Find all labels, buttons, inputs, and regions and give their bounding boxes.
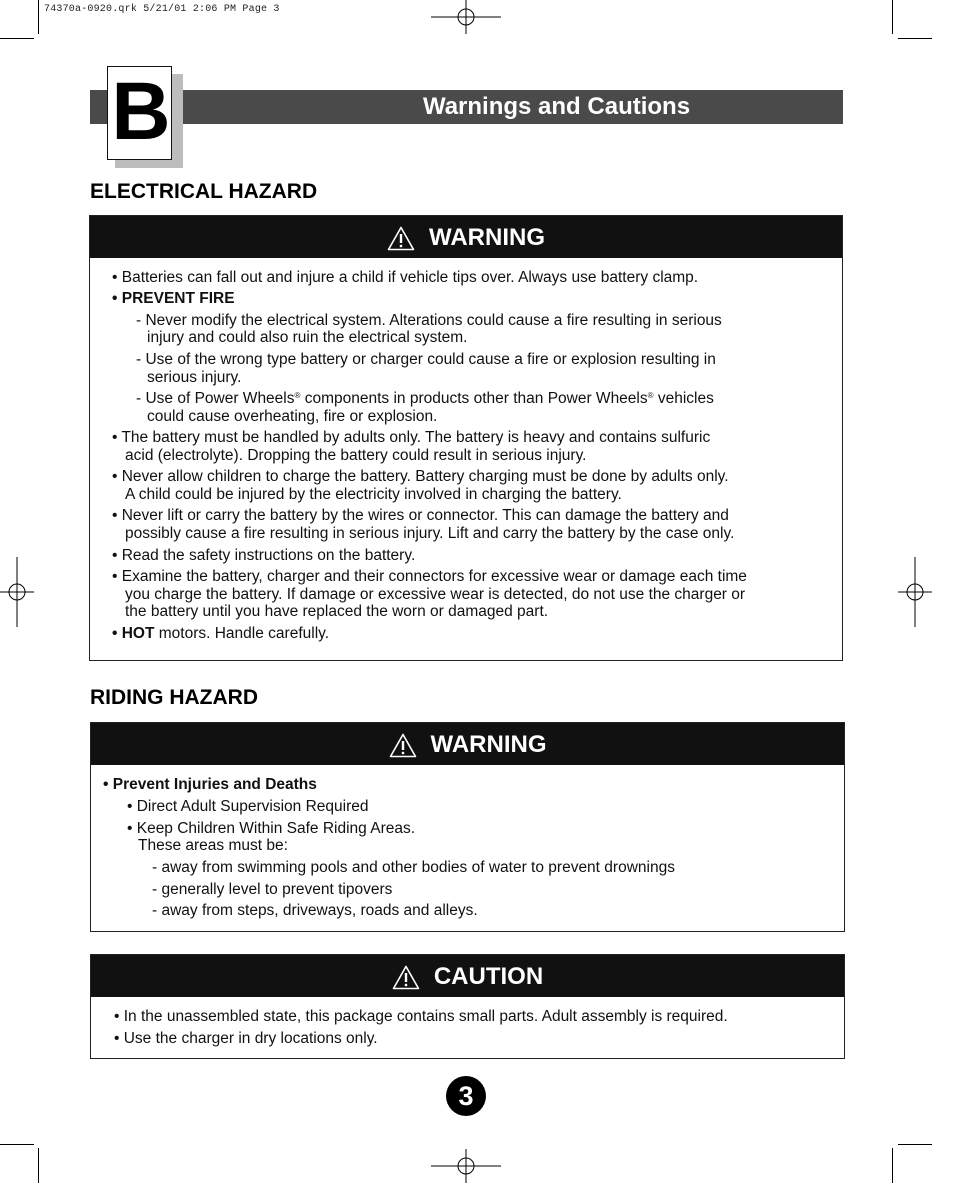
warning-line: the battery until you have replaced the worn or damaged part. (125, 603, 549, 620)
print-slug: 74370a-0920.qrk 5/21/01 2:06 PM Page 3 (44, 4, 280, 15)
warning-line: • Never allow children to charge the battery. Battery charging must be done by adults only. (112, 468, 729, 485)
warning-triangle-icon (392, 965, 420, 990)
registered-mark: ® (647, 391, 654, 400)
caution-panel (90, 954, 845, 1059)
registration-mark-icon (0, 557, 34, 627)
warning-line: • Never lift or carry the battery by the wires or connector. This can damage the battery and (112, 507, 729, 524)
caution-line: • In the unassembled state, this package contains small parts. Adult assembly is required. (114, 1008, 728, 1025)
warning-line: serious injury. (147, 369, 242, 386)
section-letter: B (111, 66, 168, 157)
caution-header (91, 955, 844, 997)
electrical-warning-header (90, 216, 842, 258)
page-number: 3 (446, 1076, 486, 1116)
section-letter-box (107, 66, 172, 160)
electrical-warning-panel (89, 215, 843, 661)
warning-line: - Use of the wrong type battery or charger could cause a fire or explosion resulting in (136, 351, 716, 368)
warning-line-part: motors. Handle carefully. (154, 625, 330, 642)
registration-mark-icon (898, 557, 932, 627)
warning-line: - Never modify the electrical system. Alterations could cause a fire resulting in serious (136, 312, 722, 329)
warning-line (136, 390, 714, 408)
riding-warning-panel (90, 722, 845, 932)
warning-line: • PREVENT FIRE (112, 290, 235, 307)
riding-warning-header (91, 723, 844, 765)
warning-line: you charge the battery. If damage or excessive wear is detected, do not use the charger or (125, 586, 746, 603)
riding-warning-label: WARNING (430, 731, 547, 758)
warning-line: These areas must be: (138, 837, 288, 854)
warning-line: • Read the safety instructions on the battery. (112, 547, 416, 564)
warning-line: • Examine the battery, charger and their connectors for excessive wear or damage each time (112, 568, 747, 585)
warning-line-part: components in products other than Power Wheels (300, 390, 648, 407)
electrical-warning-label: WARNING (429, 224, 545, 251)
warning-line: • Batteries can fall out and injure a child if vehicle tips over. Always use battery clamp. (112, 269, 699, 286)
warning-line: - generally level to prevent tipovers (152, 881, 393, 898)
warning-line-part: - Use of Power Wheels (136, 390, 295, 407)
warning-line (112, 625, 329, 643)
warning-line-part: vehicles (653, 390, 714, 407)
caution-line: • Use the charger in dry locations only. (114, 1030, 378, 1047)
warning-line: • Prevent Injuries and Deaths (103, 776, 317, 793)
warning-triangle-icon (387, 226, 415, 251)
hot-label: • HOT (112, 625, 155, 642)
warning-line: acid (electrolyte). Dropping the battery could result in serious injury. (125, 447, 587, 464)
warning-line: could cause overheating, fire or explosion. (147, 408, 438, 425)
warning-line: A child could be injured by the electricity involved in charging the battery. (125, 486, 622, 503)
section-header-bar (90, 90, 843, 124)
warning-line: - away from steps, driveways, roads and alleys. (152, 902, 478, 919)
registered-mark: ® (294, 391, 301, 400)
warning-triangle-icon (389, 733, 417, 758)
warning-line: • Direct Adult Supervision Required (127, 798, 369, 815)
section-title: Warnings and Cautions (422, 93, 691, 120)
registration-mark-icon (431, 0, 501, 34)
warning-line: - away from swimming pools and other bodies of water to prevent drownings (152, 859, 675, 876)
caution-label: CAUTION (433, 963, 544, 990)
warning-line: • The battery must be handled by adults only. The battery is heavy and contains sulfuric (112, 429, 711, 446)
registration-mark-icon (431, 1149, 501, 1183)
riding-hazard-title: RIDING HAZARD (90, 686, 258, 709)
electrical-hazard-title: ELECTRICAL HAZARD (90, 180, 318, 203)
warning-line: • Keep Children Within Safe Riding Areas. (127, 820, 416, 837)
warning-line: possibly cause a fire resulting in serious injury. Lift and carry the battery by the case only. (125, 525, 735, 542)
warning-line: injury and could also ruin the electrical system. (147, 329, 468, 346)
